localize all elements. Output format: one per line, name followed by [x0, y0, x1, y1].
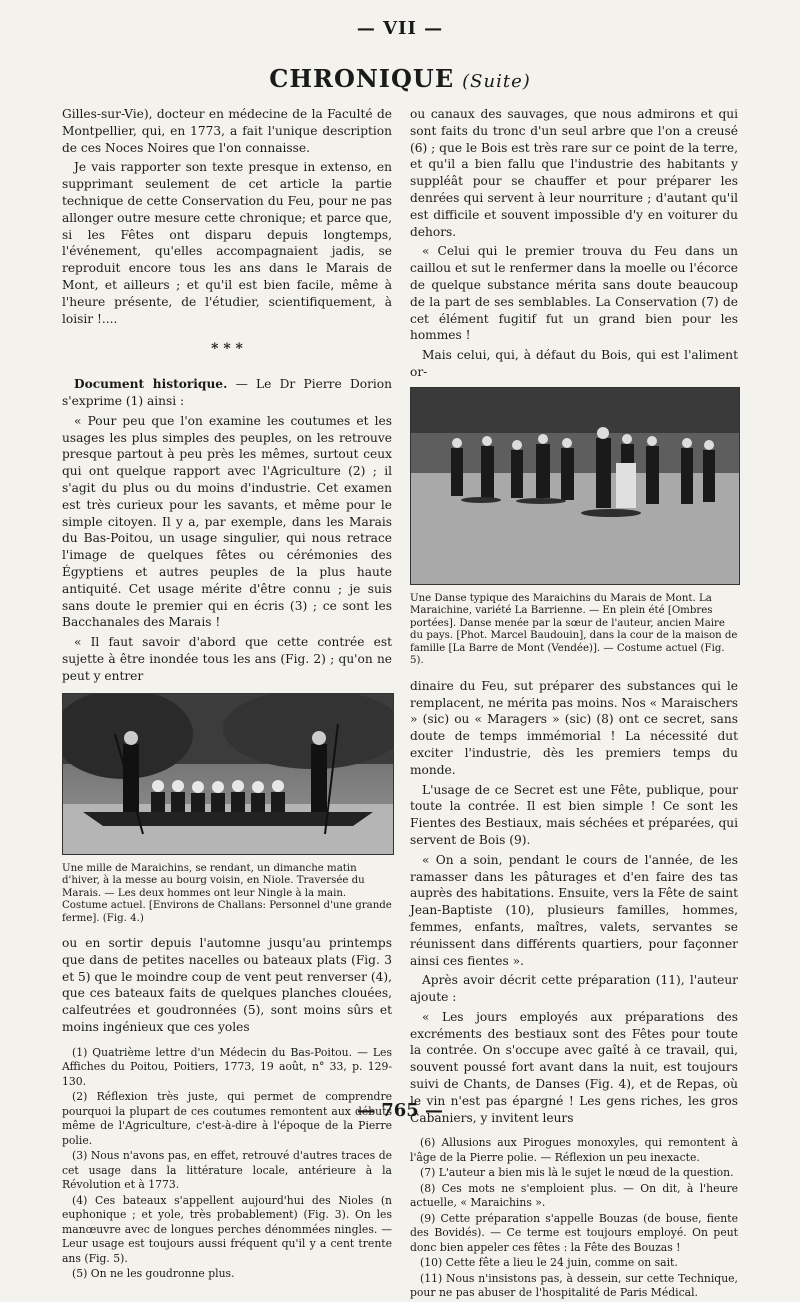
figure-caption-boat: Une mille de Maraichins, se rendant, un dimanche matin d'hiver, à la messe au bourg voisin, en Niole. Traversée du Marais. — Les deux hommes ont leur Ningle à la main. Costume actuel. [Environs de Challans: Personnel d'une grande ferme]. (Fig. 4.)	[62, 862, 392, 924]
doc-heading: Document historique.	[74, 377, 228, 392]
left-paragraph: ou en sortir depuis l'automne jusqu'au printemps que dans de petites nacelles ou bateaux plats (Fig. 3 et 5) que le moindre coup de vent peut renverser (4), que ces bateaux faits de quelques planches clouées, calfeutrées et goudronnées (5), sont moins sûrs et moins ingénieux que ces yoles	[62, 936, 392, 1034]
doc-paragraph: « Il faut savoir d'abord que cette contrée est sujette à être inondée tous les ans (Fig. 2) ; qu'on ne peut y entrer	[62, 635, 392, 683]
page-header-roman: — VII —	[356, 18, 444, 39]
footnote: (10) Cette fête a lieu le 24 juin, comme on sait.	[420, 1256, 678, 1270]
right-paragraph: Après avoir décrit cette préparation (11), l'auteur ajoute :	[410, 973, 738, 1005]
footnote: (2) Réflexion très juste, qui permet de comprendre pourquoi la plupart de ces coutumes remontent aux débuts même de l'Agriculture, c'est-à-dire à l'époque de la Pierre polie.	[62, 1090, 392, 1147]
left-footnotes	[62, 1046, 392, 1282]
doc-intro: — Le Dr Pierre Dorion s'exprime (1) ainsi :	[62, 377, 392, 408]
doc-paragraph	[62, 376, 392, 410]
figure-boat-photo	[62, 693, 394, 855]
footnote: (11) Nous n'insistons pas, à dessein, sur cette Technique, pour ne pas abuser de l'hospitalité de Paris Médical.	[410, 1271, 738, 1300]
right-paragraph: Mais celui, qui, à défaut du Bois, qui est l'aliment or-	[410, 348, 738, 379]
right-column	[410, 106, 738, 1302]
figure-caption-dance: Une Danse typique des Maraichins du Marais de Mont. La Maraichine, variété La Barrienne. — En plein été [Ombres portées]. Danse menée par la sœur de l'auteur, ancien Maire du pays. [Phot. Marcel Baudouin], dans la cour de la maison de famille [La Barre de Mont (Vendée)]. — Costume actuel (Fig. 5).	[410, 592, 738, 667]
right-footnotes	[410, 1136, 738, 1301]
right-paragraph: « Celui qui le premier trouva du Feu dans un caillou et sut le renfermer dans la moelle ou l'écorce de quelque substance mérita sans doute beaucoup de la part de ses semblables. La Conservation (7) de cet élément fugitif fut un grand bien pour les hommes !	[410, 244, 738, 343]
footnote: (1) Quatrième lettre d'un Médecin du Bas-Poitou. — Les Affiches du Poitou, Poitiers, 1773, 19 août, n° 33, p. 129-130.	[62, 1045, 392, 1088]
figure-dance-photo	[410, 387, 740, 585]
footnote: (8) Ces mots ne s'emploient plus. — On dit, à l'heure actuelle, « Maraichins ».	[410, 1181, 738, 1210]
footnote: (4) Ces bateaux s'appellent aujourd'hui des Nioles (n euphonique ; et yole, très probablement) (Fig. 3). On les manœuvre avec de longues perches dénommées ningles. — Leur usage est toujours aussi fréquent qu'il y a cent trente ans (Fig. 5).	[62, 1193, 392, 1265]
right-paragraph: dinaire du Feu, sut préparer des substances qui le remplacent, ne mérita pas moins. Nos « Maraischers » (sic) ou « Maragers » (sic) (8) ont ce secret, sans doute de temps immémorial ! La nécessité dut exciter l'industrie, dès les premiers temps du monde.	[410, 678, 738, 777]
left-paragraph: Gilles-sur-Vie), docteur en médecine de la Faculté de Montpellier, qui, en 1773, a fait l'unique description de ces Noces Noires que l'on connaisse.	[62, 107, 392, 155]
doc-paragraph: « Pour peu que l'on examine les coutumes et les usages les plus simples des peuples, on les retrouve presque partout à peu près les mêmes, surtout ceux qui ont quelque rapport avec l'Agriculture (2) ; il s'agit du plus ou du moins d'industrie. Cet examen est très curieux pour les savants, et même pour le simple citoyen. Il y a, par exemple, dans les Marais du Bas-Poitou, un usage singulier, qui nous retrace l'image de quelques fêtes ou cérémonies des Égyptiens et autres peuples de la plus haute antiquité. Cet usage mérite d'être connu ; je suis sans doute le premier qui en écris (3) ; ce sont les Bacchanales des Marais !	[62, 413, 392, 630]
page-number: — 765 —	[356, 1100, 444, 1121]
footnote: (7) L'auteur a bien mis là le sujet le nœud de la question.	[420, 1166, 734, 1180]
page-title	[0, 64, 800, 93]
right-paragraph: L'usage de ce Secret est une Fête, publique, pour toute la contrée. Il est bien simple ! Ce sont les Fientes des Bestiaux, mais séchées et préparées, qui servent de Bois (9).	[410, 782, 738, 847]
footnote: (9) Cette préparation s'appelle Bouzas (de bouse, fiente des Bovidés). — Ce terme est toujours employé. On peut donc bien appeler ces fêtes : la Fête des Bouzas !	[410, 1211, 738, 1254]
section-divider: * * *	[211, 341, 243, 358]
right-paragraph: ou canaux des sauvages, que nous admirons et qui sont faits du tronc d'un seul arbre que l'on a creusé (6) ; que le Bois est très rare sur ce point de la terre, et qu'il a bien fallu que l'industrie des habitants y suppléât pour se chauffer et pour préparer les denrées qui servent à leur nourriture ; d'autant qu'il est difficile et souvent impossible d'y en voiturer du dehors.	[410, 107, 738, 239]
footnote: (5) On ne les goudronne plus.	[72, 1267, 235, 1281]
footnote: (3) Nous n'avons pas, en effet, retrouvé d'autres traces de cet usage dans la littérature locale, antérieure à la Révolution et à 1773.	[62, 1149, 392, 1192]
right-paragraph: « On a soin, pendant le cours de l'année, de les ramasser dans les pâturages et d'en faire des tas auprès des habitations. Ensuite, vers la Fête de saint Jean-Baptiste (10), plusieurs familles, hommes, femmes, enfants, maîtres, valets, servantes se réunissent dans différents quartiers, pour façonner ainsi ces fientes ».	[410, 852, 738, 968]
right-paragraph: « Les jours employés aux préparations des excréments des bestiaux sont des Fêtes pour toute la contrée. On s'occupe avec gaîté à ce travail, qui, souvent poussé fort avant dans la nuit, est toujours suivi de Chants, de Danses (Fig. 4), et de Repas, où le vin n'est pas épargné ! Les gens riches, les gros Cabaniers, y invitent leurs	[410, 1009, 738, 1125]
title-suffix: (Suite)	[462, 71, 531, 92]
title-main: CHRONIQUE	[269, 64, 455, 93]
left-paragraph: Je vais rapporter son texte presque in extenso, en supprimant seulement de cet article la partie technique de cette Conservation du Feu, pour ne pas allonger outre mesure cette chronique; et parce que, si les Fêtes ont disparu depuis longtemps, l'événement, qu'elles accompagnaient jadis, se reproduit encore tous les ans dans le Marais de Mont, et ailleurs ; et qu'il est bien facile, même à l'heure présente, de l'étudier, scientifiquement, à loisir !....	[62, 160, 392, 326]
footnote: (6) Allusions aux Pirogues monoxyles, qui remontent à l'âge de la Pierre polie. — Réflexion un peu inexacte.	[410, 1136, 738, 1164]
